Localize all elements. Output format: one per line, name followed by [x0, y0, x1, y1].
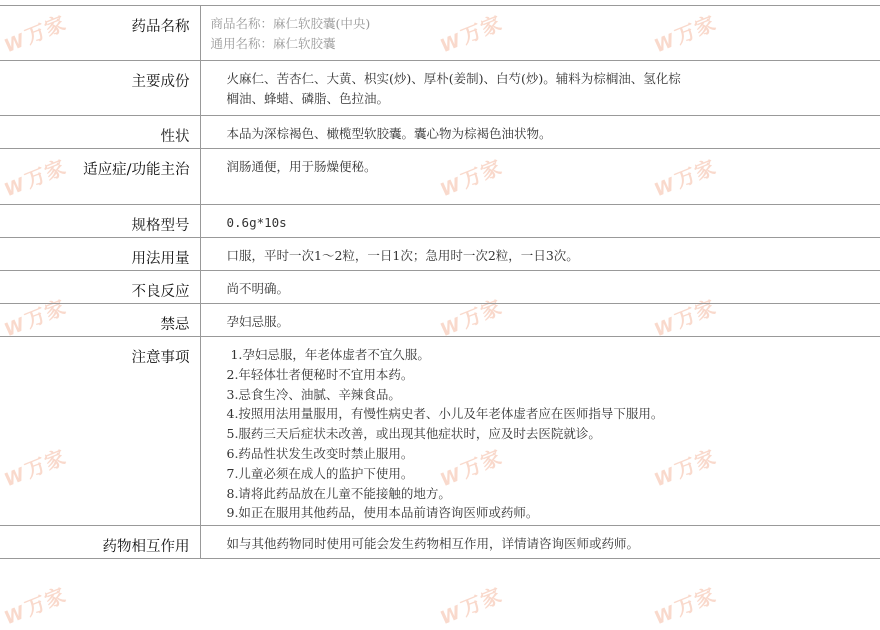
watermark: W万家 [0, 151, 70, 202]
label-precautions: 注意事项 [132, 347, 190, 369]
precaution-item: 9.如正在服用其他药品，使用本品前请咨询医师或药师。 [227, 503, 880, 523]
precaution-item: 2.年轻体壮者便秘时不宜用本药。 [227, 365, 880, 385]
value-drug-interactions: 如与其他药物同时使用可能会发生药物相互作用，详情请咨询医师或药师。 [227, 534, 880, 554]
value-ingredients-line: 火麻仁、苦杏仁、大黄、枳实(炒)、厚朴(姜制)、白芍(炒)。辅料为棕榈油、氢化棕 [227, 69, 880, 89]
label-dosage: 用法用量 [132, 248, 190, 270]
watermark: W万家 [0, 441, 70, 492]
row-precautions [0, 337, 880, 526]
row-contraindications [0, 304, 880, 337]
precaution-item: 6.药品性状发生改变时禁止服用。 [227, 444, 880, 464]
watermark: W万家 [649, 441, 720, 492]
row-ingredients [0, 61, 880, 116]
watermark: W万家 [0, 291, 70, 342]
label-indication: 适应症/功能主治 [83, 159, 189, 181]
label-drug-name: 药品名称 [132, 16, 190, 38]
watermark: W万家 [435, 291, 506, 342]
precaution-item: 3.忌食生冷、油腻、辛辣食品。 [227, 385, 880, 405]
row-adverse-reactions [0, 271, 880, 304]
watermark: W万家 [0, 7, 70, 58]
watermark: W万家 [435, 151, 506, 202]
watermark: W万家 [435, 579, 506, 630]
watermark: W万家 [435, 441, 506, 492]
label-ingredients: 主要成份 [132, 71, 190, 93]
value-ingredients-line: 榈油、蜂蜡、磷脂、色拉油。 [227, 89, 880, 109]
value-contraindications: 孕妇忌服。 [227, 312, 880, 332]
value-indication: 润肠通便，用于肠燥便秘。 [227, 157, 880, 177]
label-drug-interactions: 药物相互作用 [103, 536, 190, 558]
row-indication [0, 149, 880, 205]
watermark: W万家 [649, 151, 720, 202]
label-appearance: 性状 [161, 126, 190, 148]
precaution-item: 8.请将此药品放在儿童不能接触的地方。 [227, 484, 880, 504]
drug-spec-table [0, 5, 880, 559]
precaution-item: 1.孕妇忌服，年老体虚者不宜久服。 [227, 345, 880, 365]
value-generic-name: 通用名称：麻仁软胶囊 [211, 34, 880, 54]
precaution-item: 7.儿童必须在成人的监护下使用。 [227, 464, 880, 484]
precaution-item: 5.服药三天后症状未改善，或出现其他症状时，应及时去医院就诊。 [227, 424, 880, 444]
watermark: W万家 [649, 291, 720, 342]
watermark: W万家 [0, 579, 70, 630]
value-appearance: 本品为深棕褐色、橄榄型软胶囊。囊心物为棕褐色油状物。 [227, 124, 880, 144]
precaution-item: 4.按照用法用量服用，有慢性病史者、小儿及年老体虚者应在医师指导下服用。 [227, 404, 880, 424]
value-adverse-reactions: 尚不明确。 [227, 279, 880, 299]
label-adverse-reactions: 不良反应 [132, 281, 190, 303]
watermark: W万家 [435, 7, 506, 58]
row-appearance [0, 116, 880, 149]
watermark: W万家 [649, 579, 720, 630]
label-spec: 规格型号 [132, 215, 190, 237]
label-contraindications: 禁忌 [161, 314, 190, 336]
row-drug-interactions [0, 526, 880, 559]
row-drug-name [0, 6, 880, 61]
watermark: W万家 [649, 7, 720, 58]
value-dosage: 口服，平时一次1～2粒，一日1次；急用时一次2粒，一日3次。 [227, 246, 880, 266]
value-spec: 0.6g*10s [227, 213, 880, 233]
value-trade-name: 商品名称：麻仁软胶囊(中央) [211, 14, 880, 34]
row-spec [0, 205, 880, 238]
row-dosage [0, 238, 880, 271]
